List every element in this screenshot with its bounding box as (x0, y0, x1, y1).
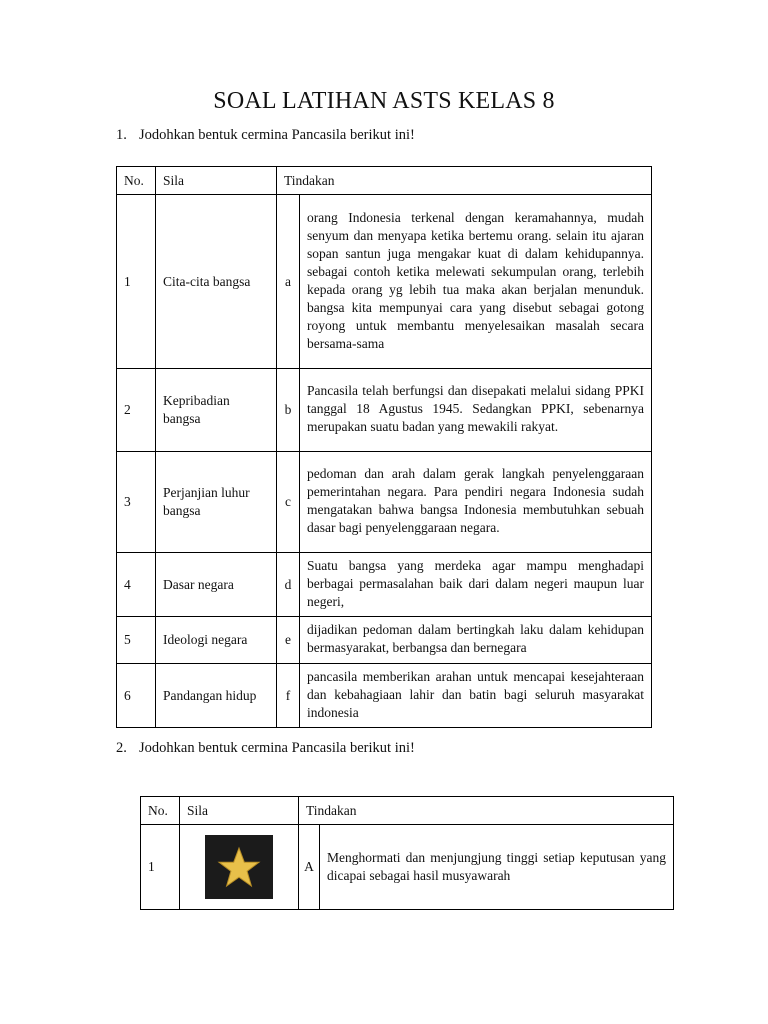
row-tindakan: Suatu bangsa yang merdeka agar mampu menghadapi berbagai permasalahan baik dari dalam negeri maupun luar negeri, (300, 553, 652, 617)
star-icon (217, 846, 261, 888)
question-2-number: 2. (116, 740, 127, 756)
table-row (141, 825, 674, 910)
header-sila: Sila (180, 797, 299, 825)
row-sila: Kepribadian bangsa (156, 369, 277, 452)
row-no: 6 (117, 664, 156, 728)
row-letter: d (277, 553, 300, 617)
question-2-text: Jodohkan bentuk cermina Pancasila berikut ini! (139, 740, 415, 756)
question-1-text: Jodohkan bentuk cermina Pancasila berikut ini! (139, 127, 415, 143)
row-sila: Pandangan hidup (156, 664, 277, 728)
matching-table-1 (116, 166, 652, 728)
header-no: No. (141, 797, 180, 825)
question-1 (116, 127, 415, 144)
table-row (117, 664, 652, 728)
row-no: 2 (117, 369, 156, 452)
row-letter: c (277, 452, 300, 553)
row-tindakan: pancasila memberikan arahan untuk mencapai kesejahteraan dan kebahagiaan lahir dan batin bagi seluruh masyarakat indonesia (300, 664, 652, 728)
page-title: SOAL LATIHAN ASTS KELAS 8 (213, 88, 555, 114)
row-tindakan: Pancasila telah berfungsi dan disepakati melalui sidang PPKI tanggal 18 Agustus 1945. Sedangkan PPKI, sebenarnya merupakan suatu badan yang mewakili rakyat. (300, 369, 652, 452)
table-row (117, 452, 652, 553)
header-tindakan: Tindakan (277, 167, 652, 195)
row-tindakan: dijadikan pedoman dalam bertingkah laku dalam kehidupan bermasyarakat, berbangsa dan bernegara (300, 617, 652, 664)
table-1-header-row (117, 167, 652, 195)
row-letter: A (299, 825, 320, 910)
table-row (117, 195, 652, 369)
table-row (117, 617, 652, 664)
row-no: 4 (117, 553, 156, 617)
header-tindakan: Tindakan (299, 797, 674, 825)
question-1-number: 1. (116, 127, 127, 143)
question-2 (116, 740, 415, 757)
row-letter: f (277, 664, 300, 728)
row-no: 1 (141, 825, 180, 910)
row-letter: a (277, 195, 300, 369)
row-no: 1 (117, 195, 156, 369)
row-letter: e (277, 617, 300, 664)
row-tindakan: pedoman dan arah dalam gerak langkah penyelenggaraan pemerintahan negara. Para pendiri negara Indonesia sudah mengatakan bahwa bangsa Indonesia membutuhkan sebuah dasar bagi penyelenggaraan negara. (300, 452, 652, 553)
row-sila: Cita-cita bangsa (156, 195, 277, 369)
row-sila: Dasar negara (156, 553, 277, 617)
table-row (117, 553, 652, 617)
header-sila: Sila (156, 167, 277, 195)
row-sila: Perjanjian luhur bangsa (156, 452, 277, 553)
matching-table-2 (140, 796, 674, 910)
header-no: No. (117, 167, 156, 195)
row-no: 5 (117, 617, 156, 664)
row-no: 3 (117, 452, 156, 553)
row-sila-emblem (180, 825, 299, 910)
row-letter: b (277, 369, 300, 452)
row-sila: Ideologi negara (156, 617, 277, 664)
star-emblem-icon (205, 835, 273, 899)
row-tindakan: orang Indonesia terkenal dengan keramahannya, mudah senyum dan menyapa ketika bertemu orang. selain itu ajaran sopan santun juga mengakar kuat di dalam kehidupannya. sebagai contoh ketika melewati sekumpulan orang, terlebih kepada orang yg lebih tua maka akan berjalan menunduk. bangsa kita mempunyai cara yang disebut sebagai gotong royong untuk membantu menyelesaikan masalah secara bersama-sama (300, 195, 652, 369)
row-tindakan: Menghormati dan menjungjung tinggi setiap keputusan yang dicapai sebagai hasil musyawarah (320, 825, 674, 910)
table-row (117, 369, 652, 452)
table-2-header-row (141, 797, 674, 825)
